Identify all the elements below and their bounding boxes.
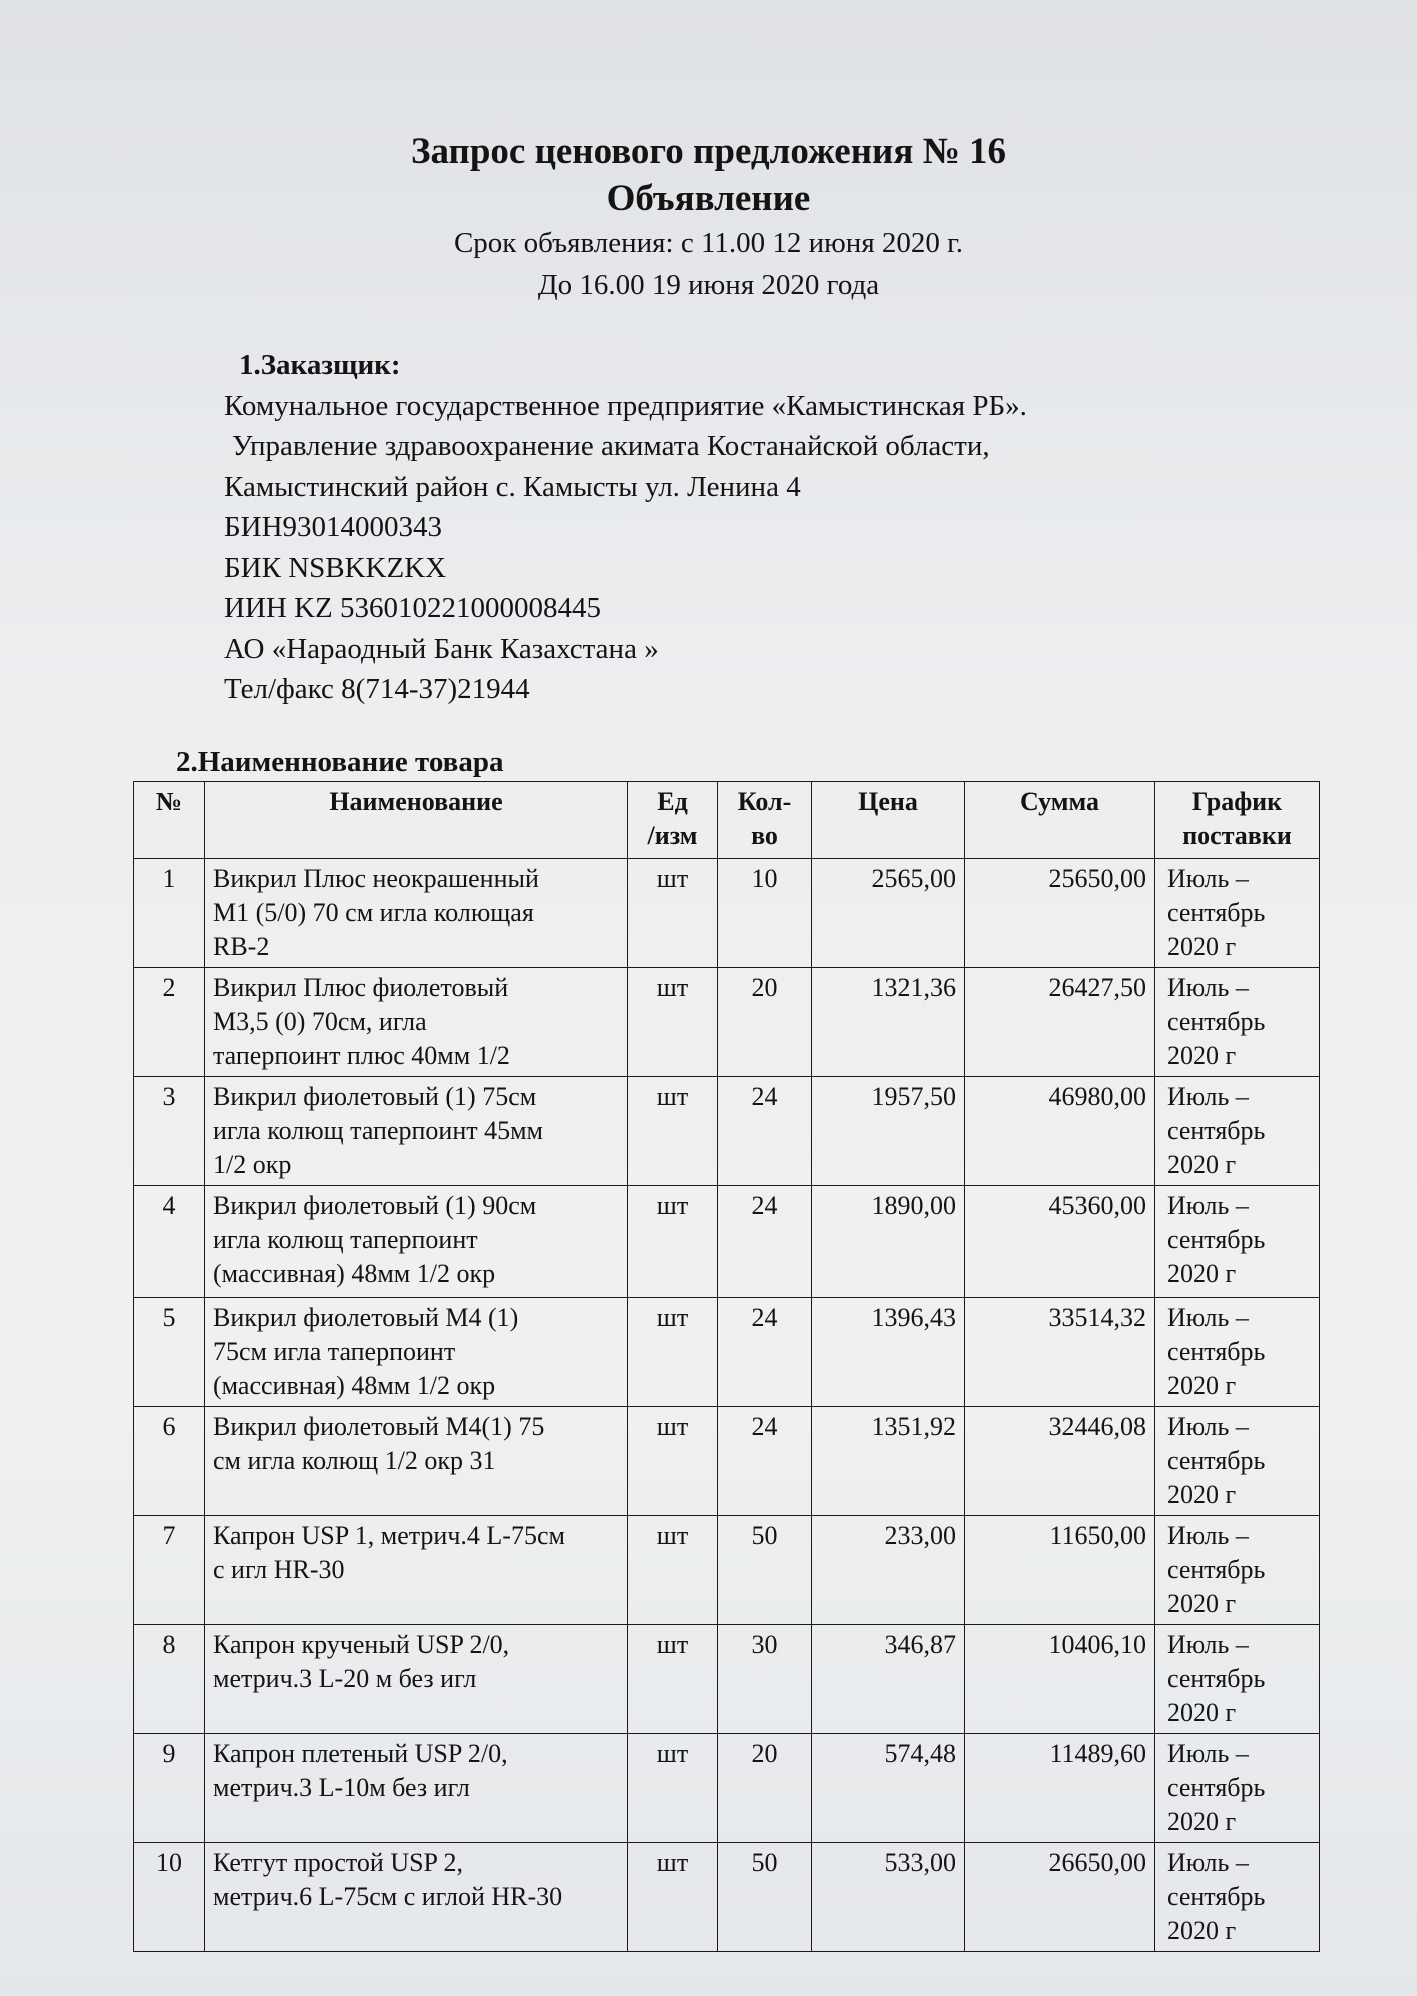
cell-sum: 26427,50: [965, 968, 1155, 1077]
customer-bik: БИК NSBKKZKX: [224, 551, 447, 584]
cell-price: 1890,00: [812, 1186, 965, 1298]
table-header-row: [134, 782, 1320, 859]
cell-price: 574,48: [812, 1734, 965, 1843]
cell-unit: шт: [628, 1516, 718, 1625]
table-row: [134, 1407, 1320, 1516]
cell-num: 3: [134, 1077, 205, 1186]
customer-bank: АО «Нараодный Банк Казахстана »: [224, 632, 659, 665]
announcement-term-start: Срок объявления: с 11.00 12 июня 2020 г.: [453, 227, 964, 259]
cell-num: 4: [134, 1186, 205, 1298]
cell-sum: 45360,00: [965, 1186, 1155, 1298]
cell-name: Капрон крученый USP 2/0, метрич.3 L-20 м без игл: [205, 1625, 628, 1734]
column-header-schedule: График поставки: [1155, 782, 1320, 859]
cell-price: 2565,00: [812, 859, 965, 968]
goods-heading: 2.Наименнование товара: [176, 746, 504, 778]
table-row: [134, 968, 1320, 1077]
cell-qty: 20: [718, 1734, 812, 1843]
customer-bin: БИН93014000343: [224, 511, 443, 543]
cell-price: 1957,50: [812, 1077, 965, 1186]
table-row: [134, 1625, 1320, 1734]
document-title: Запрос ценового предложения № 16: [410, 131, 1007, 172]
cell-unit: шт: [628, 968, 718, 1077]
cell-num: 9: [134, 1734, 205, 1843]
customer-department: Управление здравоохранение акимата Костанайской области,: [232, 430, 990, 462]
cell-qty: 30: [718, 1625, 812, 1734]
cell-qty: 50: [718, 1516, 812, 1625]
cell-num: 2: [134, 968, 205, 1077]
cell-price: 233,00: [812, 1516, 965, 1625]
column-header-qty: Кол- во: [718, 782, 812, 859]
cell-sum: 26650,00: [965, 1843, 1155, 1952]
table-row: [134, 1516, 1320, 1625]
cell-unit: шт: [628, 1734, 718, 1843]
cell-name: Капрон плетеный USP 2/0, метрич.3 L-10м без игл: [205, 1734, 628, 1843]
cell-name: Викрил фиолетовый М4(1) 75 см игла колющ 1/2 окр 31: [205, 1407, 628, 1516]
customer-phone: Тел/факс 8(714-37)21944: [224, 673, 530, 705]
cell-qty: 50: [718, 1843, 812, 1952]
cell-price: 1351,92: [812, 1407, 965, 1516]
cell-unit: шт: [628, 1186, 718, 1298]
column-header-name: Наименование: [205, 782, 628, 859]
cell-qty: 24: [718, 1077, 812, 1186]
column-header-num: №: [134, 782, 205, 859]
cell-name: Викрил Плюс неокрашенный М1 (5/0) 70 см игла колющая RB-2: [205, 859, 628, 968]
cell-num: 1: [134, 859, 205, 968]
cell-num: 5: [134, 1298, 205, 1407]
cell-name: Капрон USP 1, метрич.4 L-75см с игл HR-30: [205, 1516, 628, 1625]
column-header-unit: Ед /изм: [628, 782, 718, 859]
document-subtitle: Объявление: [606, 178, 811, 219]
cell-schedule: Июль – сентябрь 2020 г: [1155, 1843, 1320, 1952]
cell-qty: 20: [718, 968, 812, 1077]
cell-unit: шт: [628, 1077, 718, 1186]
goods-table-body: [134, 859, 1320, 1952]
cell-schedule: Июль – сентябрь 2020 г: [1155, 1298, 1320, 1407]
cell-unit: шт: [628, 1298, 718, 1407]
column-header-price: Цена: [812, 782, 965, 859]
cell-price: 1396,43: [812, 1298, 965, 1407]
cell-schedule: Июль – сентябрь 2020 г: [1155, 968, 1320, 1077]
cell-sum: 33514,32: [965, 1298, 1155, 1407]
table-row: [134, 1186, 1320, 1298]
cell-num: 10: [134, 1843, 205, 1952]
cell-schedule: Июль – сентябрь 2020 г: [1155, 1516, 1320, 1625]
cell-unit: шт: [628, 859, 718, 968]
customer-address: Камыстинский район с. Камысты ул. Ленина 4: [224, 470, 801, 503]
cell-sum: 11489,60: [965, 1734, 1155, 1843]
cell-unit: шт: [628, 1407, 718, 1516]
announcement-term-end: До 16.00 19 июня 2020 года: [537, 269, 880, 301]
customer-heading: 1.Заказщик:: [239, 349, 401, 381]
cell-name: Викрил фиолетовый М4 (1) 75см игла таперпоинт (массивная) 48мм 1/2 окр: [205, 1298, 628, 1407]
customer-section: [224, 345, 1027, 710]
cell-qty: 10: [718, 859, 812, 968]
cell-schedule: Июль – сентябрь 2020 г: [1155, 1734, 1320, 1843]
cell-num: 7: [134, 1516, 205, 1625]
cell-sum: 11650,00: [965, 1516, 1155, 1625]
cell-price: 346,87: [812, 1625, 965, 1734]
table-row: [134, 1077, 1320, 1186]
table-row: [134, 1843, 1320, 1952]
cell-unit: шт: [628, 1625, 718, 1734]
column-header-sum: Сумма: [965, 782, 1155, 859]
cell-name: Викрил фиолетовый (1) 90см игла колющ таперпоинт (массивная) 48мм 1/2 окр: [205, 1186, 628, 1298]
cell-sum: 10406,10: [965, 1625, 1155, 1734]
goods-table: [133, 781, 1320, 1952]
cell-sum: 32446,08: [965, 1407, 1155, 1516]
table-row: [134, 859, 1320, 968]
cell-schedule: Июль – сентябрь 2020 г: [1155, 1186, 1320, 1298]
cell-qty: 24: [718, 1298, 812, 1407]
cell-price: 1321,36: [812, 968, 965, 1077]
cell-num: 6: [134, 1407, 205, 1516]
cell-unit: шт: [628, 1843, 718, 1952]
cell-sum: 25650,00: [965, 859, 1155, 968]
cell-schedule: Июль – сентябрь 2020 г: [1155, 1625, 1320, 1734]
cell-schedule: Июль – сентябрь 2020 г: [1155, 1407, 1320, 1516]
customer-organization: Комунальное государственное предприятие «Камыстинская РБ».: [224, 389, 1027, 422]
document-header: [0, 128, 1417, 306]
cell-sum: 46980,00: [965, 1077, 1155, 1186]
table-row: [134, 1734, 1320, 1843]
customer-iin: ИИН KZ 536010221000008445: [224, 592, 601, 624]
cell-price: 533,00: [812, 1843, 965, 1952]
cell-schedule: Июль – сентябрь 2020 г: [1155, 1077, 1320, 1186]
cell-name: Викрил Плюс фиолетовый М3,5 (0) 70см, игла таперпоинт плюс 40мм 1/2: [205, 968, 628, 1077]
table-row: [134, 1298, 1320, 1407]
cell-num: 8: [134, 1625, 205, 1734]
cell-qty: 24: [718, 1407, 812, 1516]
cell-qty: 24: [718, 1186, 812, 1298]
cell-name: Викрил фиолетовый (1) 75см игла колющ таперпоинт 45мм 1/2 окр: [205, 1077, 628, 1186]
cell-name: Кетгут простой USP 2, метрич.6 L-75см с иглой HR-30: [205, 1843, 628, 1952]
cell-schedule: Июль – сентябрь 2020 г: [1155, 859, 1320, 968]
